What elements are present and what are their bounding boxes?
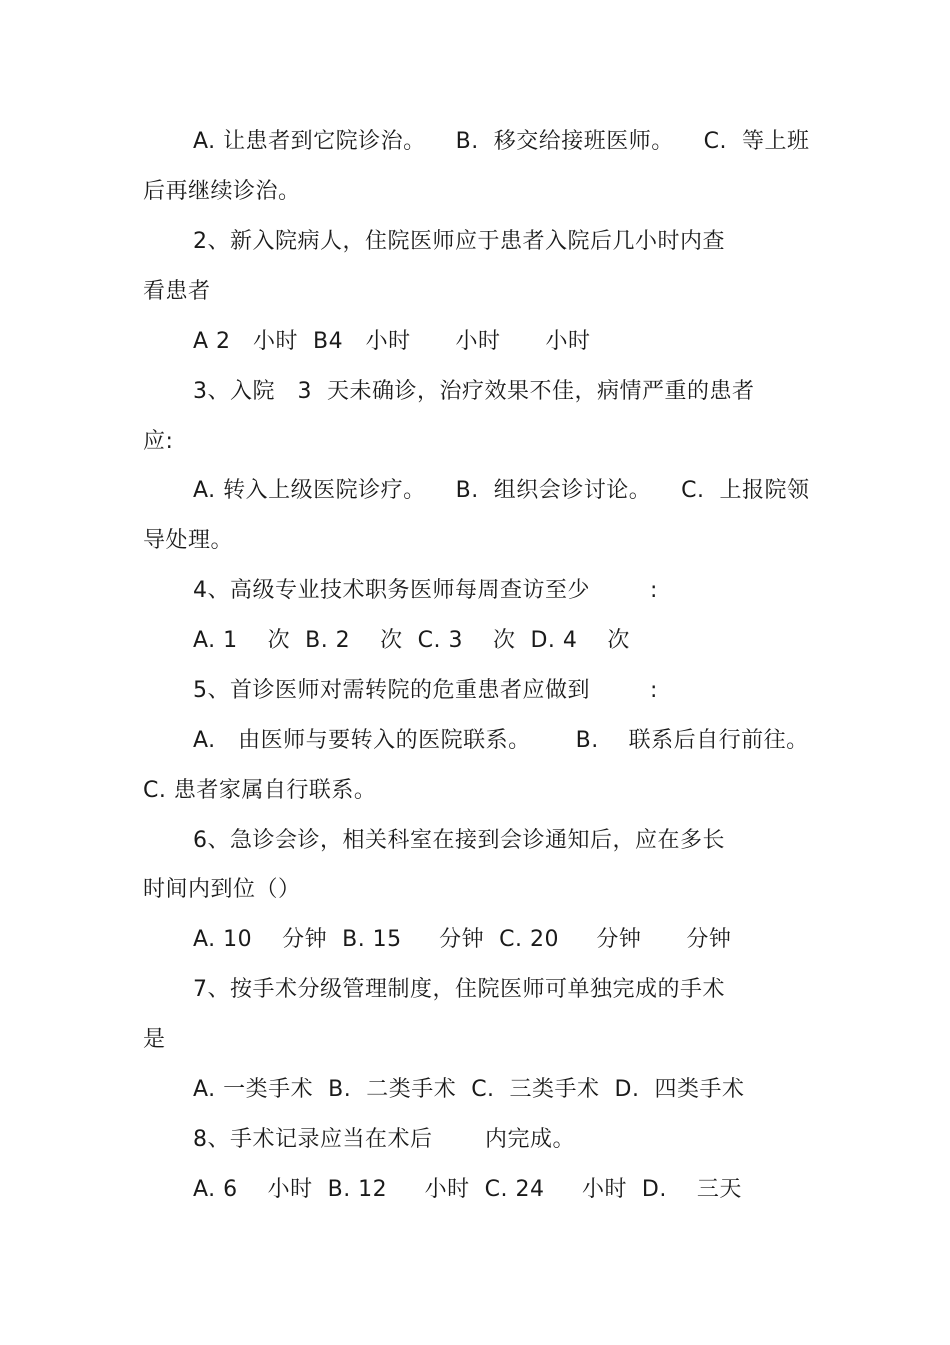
- question-5: 5、首诊医师对需转院的危重患者应做到 :: [193, 678, 658, 703]
- text-line-14: C. 患者家属自行联系。: [143, 778, 377, 803]
- options-7: A. 一类手术 B. 二类手术 C. 三类手术 D. 四类手术: [193, 1077, 745, 1102]
- options-8: A. 6 小时 B. 12 小时 C. 24 小时 D. 三天: [193, 1177, 742, 1202]
- text-line-16: 时间内到位（）: [143, 877, 301, 902]
- text-line-1: A. 让患者到它院诊治。 B. 移交给接班医师。 C. 等上班: [193, 129, 810, 154]
- options-2: A 2 小时 B4 小时 小时 小时: [193, 329, 591, 354]
- options-6: A. 10 分钟 B. 15 分钟 C. 20 分钟 分钟: [193, 927, 732, 952]
- text-line-19: 是: [143, 1027, 166, 1052]
- text-line-4: 看患者: [143, 279, 211, 304]
- question-4: 4、高级专业技术职务医师每周查访至少 :: [193, 578, 658, 603]
- options-4: A. 1 次 B. 2 次 C. 3 次 D. 4 次: [193, 628, 630, 653]
- question-3: 3、入院 3 天未确诊，治疗效果不佳，病情严重的患者: [193, 379, 755, 404]
- text-line-9: 导处理。: [143, 528, 234, 553]
- options-3: A. 转入上级医院诊疗。 B. 组织会诊讨论。 C. 上报院领: [193, 478, 810, 503]
- question-8: 8、手术记录应当在术后 内完成。: [193, 1127, 575, 1152]
- question-6: 6、急诊会诊，相关科室在接到会诊通知后，应在多长: [193, 828, 725, 853]
- options-5: A. 由医师与要转入的医院联系。 B. 联系后自行前往。: [193, 728, 809, 753]
- question-7: 7、按手术分级管理制度，住院医师可单独完成的手术: [193, 977, 725, 1002]
- text-line-2: 后再继续诊治。: [143, 179, 301, 204]
- text-line-7: 应:: [143, 429, 174, 454]
- question-2: 2、新入院病人，住院医师应于患者入院后几小时内查: [193, 229, 725, 254]
